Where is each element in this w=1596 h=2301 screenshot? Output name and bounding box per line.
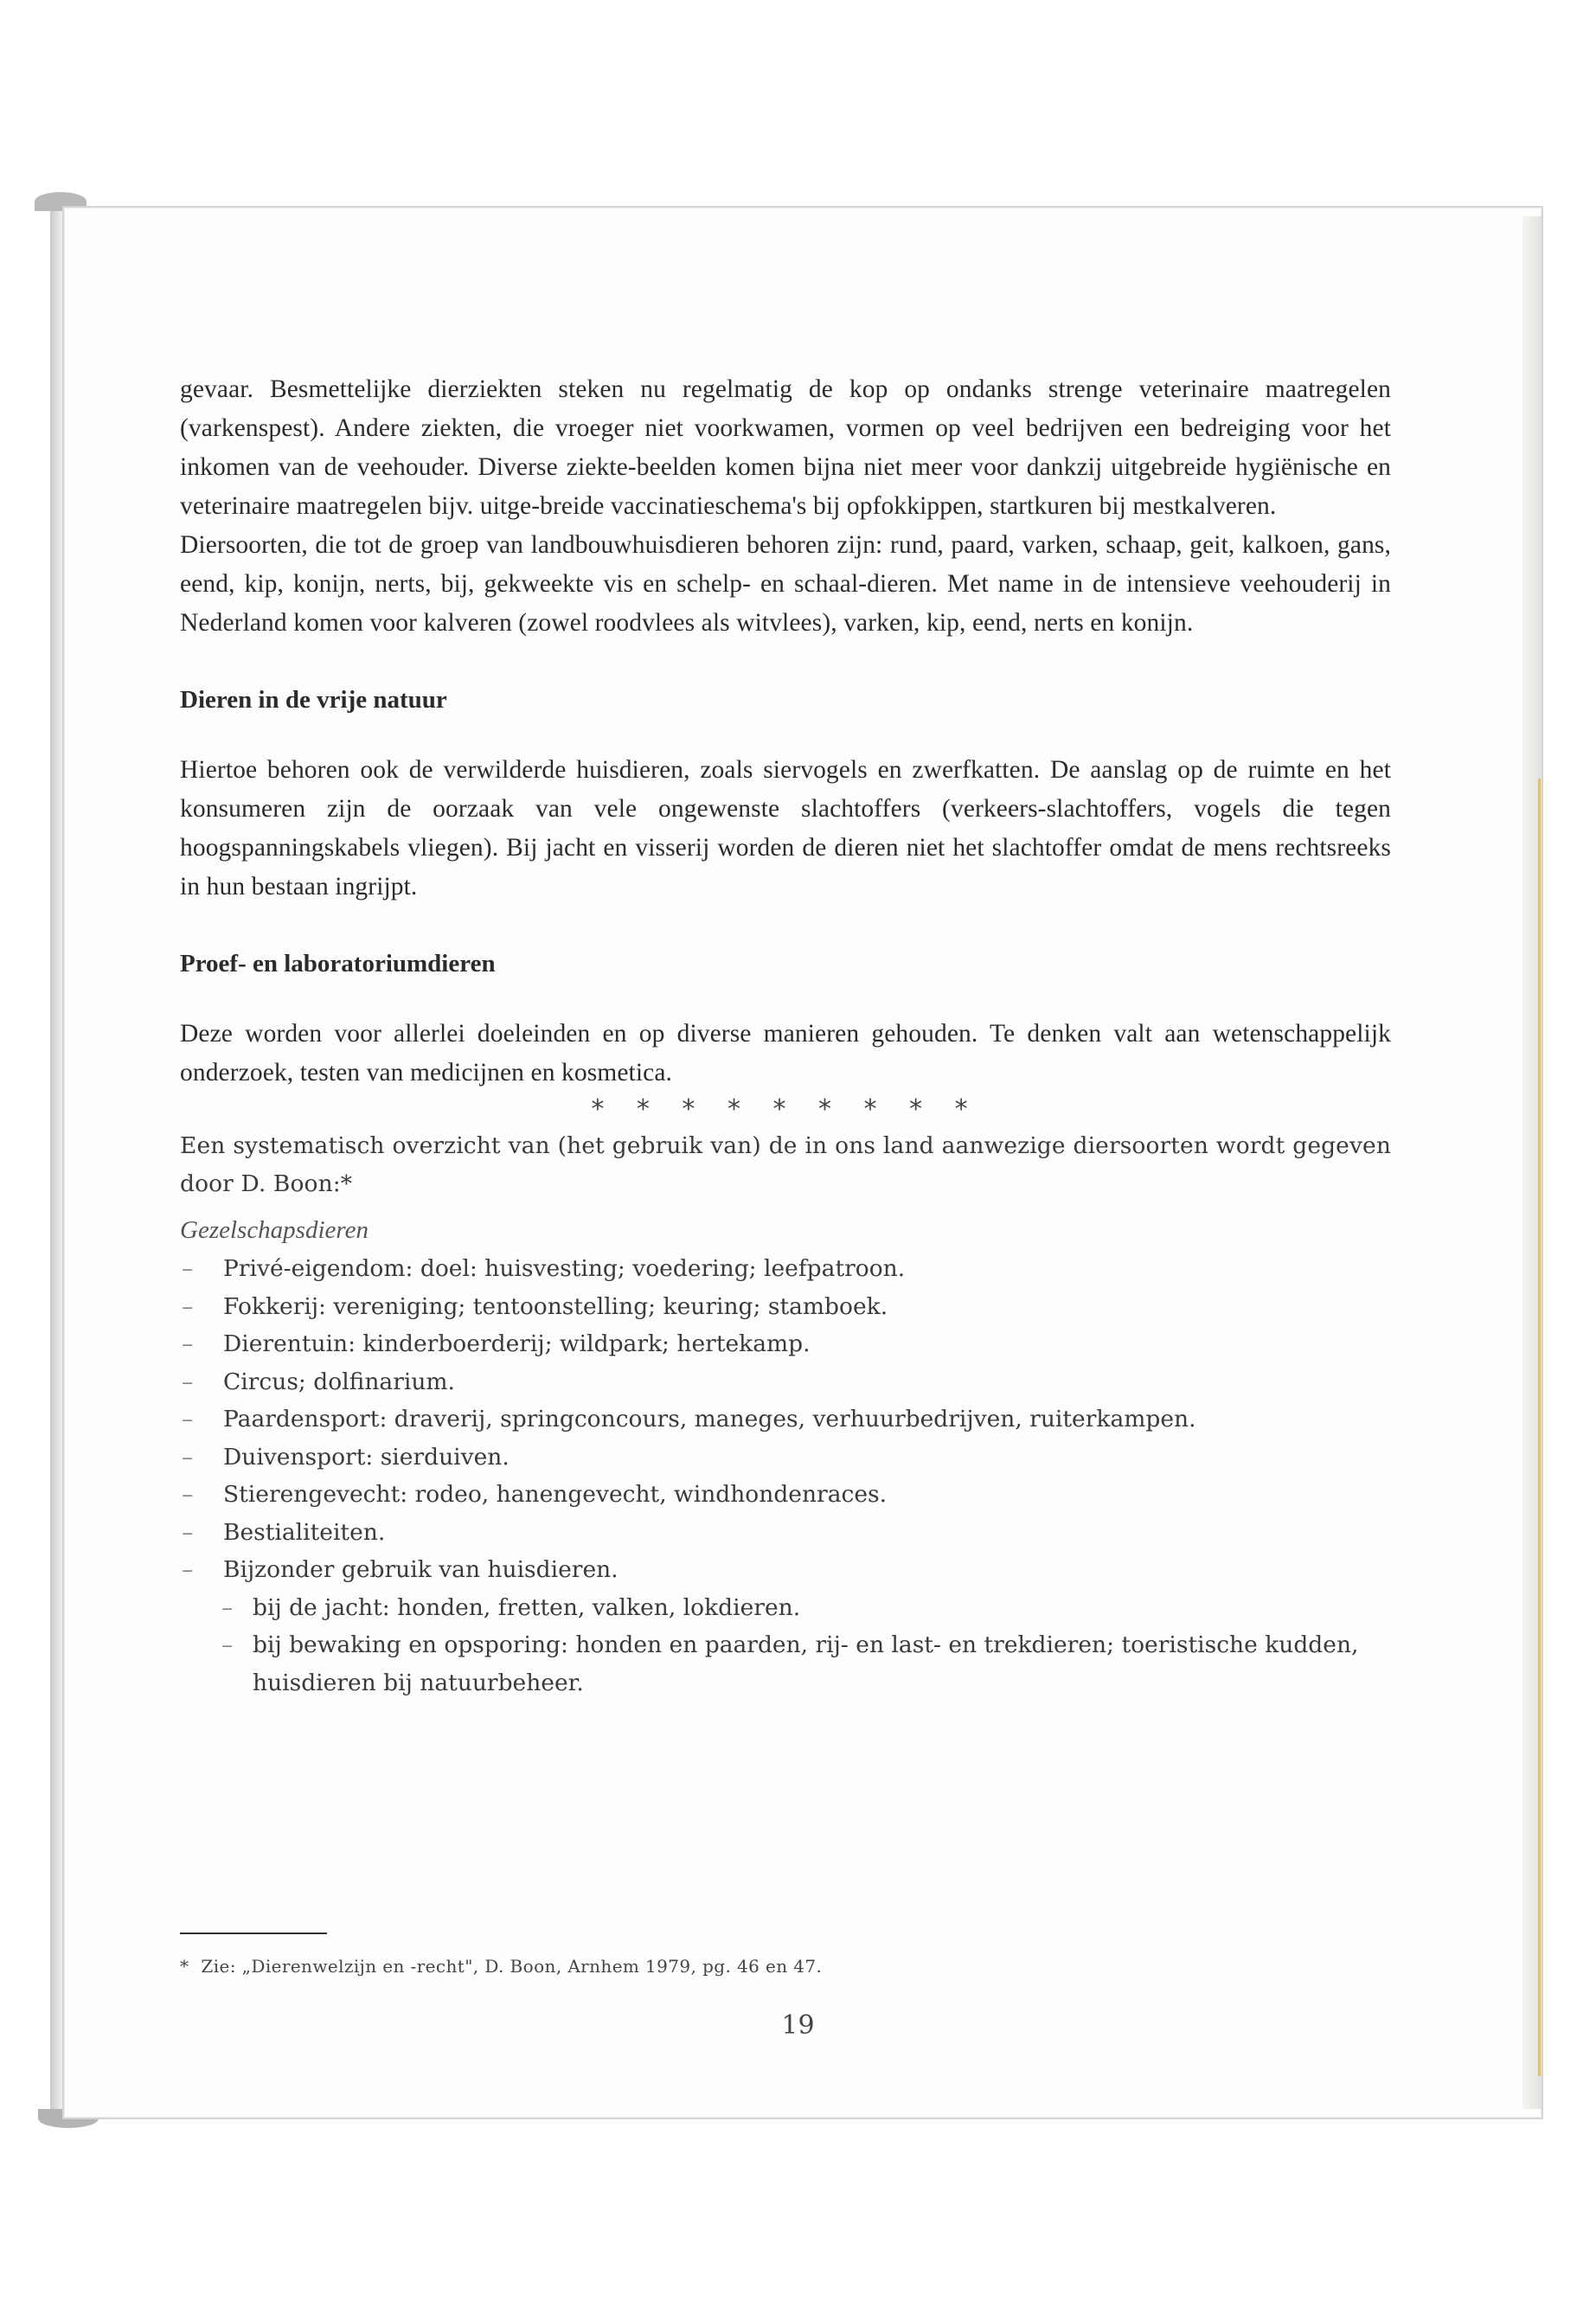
list-item: – Bestialiteiten.: [180, 1514, 1391, 1552]
footnote: [180, 1953, 1304, 1979]
paragraph-wild-animals: Hiertoe behoren ook de verwilderde huisdieren, zoals siervogels en zwerfkatten. De aanslag op de ruimte en het konsumeren zijn de oorzaak van vele ongewenste slachtoffers (verkeers-slachtoffers, vogels die tegen hoogspanningskabels vliegen). Bij jacht en visserij worden de dieren niet het slachtoffer omdat de mens rechtsreeks in hun bestaan ingrijpt.: [180, 756, 1391, 901]
special-use-sublist: [180, 1589, 1391, 1702]
footnote-rule: [180, 1932, 327, 1934]
list-item: – Stierengevecht: rodeo, hanengevecht, windhondenraces.: [180, 1476, 1391, 1514]
sublist-item: – bij de jacht: honden, fretten, valken, lokdieren.: [180, 1589, 1391, 1627]
subheading-companion-animals: Gezelschapsdieren: [180, 1216, 369, 1244]
footnote-mark: *: [180, 1956, 189, 1977]
asterisk-separator: * * * * * * * * *: [591, 1094, 980, 1125]
list-item: – Privé-eigendom: doel: huisvesting; voedering; leefpatroon.: [180, 1250, 1391, 1288]
page-number: 19: [781, 2010, 815, 2041]
page-content: [180, 370, 1391, 1702]
sublist-item: – bij bewaking en opsporing: honden en paarden, rij- en last- en trekdieren; toeristische kudden, huisdieren bij natuurbeheer.: [180, 1626, 1391, 1702]
paragraph-diseases: gevaar. Besmettelijke dierziekten steken nu regelmatig de kop op ondanks strenge veterinaire maatregelen (varkenspest). Andere ziekten, die vroeger niet voorkwamen, vormen op veel bedrijven een bedreiging voor het inkomen van de veehouder. Diverse ziekte-beelden komen bijna niet meer voor dankzij uitgebreide hygiënische en veterinaire maatregelen bijv. uitge-breide vaccinatieschema's bij opfokkippen, startkuren bij mestkalveren.: [180, 375, 1391, 520]
heading-lab-animals: Proef- en laboratoriumdieren: [180, 950, 496, 977]
overview-section: [180, 1127, 1391, 1702]
list-item: – Dierentuin: kinderboerderij; wildpark; hertekamp.: [180, 1325, 1391, 1363]
list-item: – Fokkerij: vereniging; tentoonstelling; keuring; stamboek.: [180, 1288, 1391, 1326]
companion-list: [180, 1250, 1391, 1589]
page-edge-gilding: [1538, 779, 1541, 2076]
list-item: – Circus; dolfinarium.: [180, 1363, 1391, 1401]
list-item: – Bijzonder gebruik van huisdieren.: [180, 1551, 1391, 1589]
list-item: – Paardensport: draverij, springconcours, maneges, verhuurbedrijven, ruiterkampen.: [180, 1400, 1391, 1439]
list-item: – Duivensport: sierduiven.: [180, 1439, 1391, 1477]
heading-wild-animals: Dieren in de vrije natuur: [180, 686, 447, 714]
footnote-text: Zie: „Dierenwelzijn en -recht", D. Boon, Arnhem 1979, pg. 46 en 47.: [201, 1956, 823, 1977]
paragraph-species: Diersoorten, die tot de groep van landbouwhuisdieren behoren zijn: rund, paard, varken, schaap, geit, kalkoen, gans, eend, kip, konijn, nerts, bij, gekweekte vis en schelp- en schaal-dieren. Met name in de intensieve veehouderij in Nederland komen voor kalveren (zowel roodvlees als witvlees), varken, kip, eend, nerts en konijn.: [180, 531, 1391, 637]
paragraph-lab-animals: Deze worden voor allerlei doeleinden en op diverse manieren gehouden. Te denken valt aan wetenschappelijk onderzoek, testen van medicijnen en kosmetica.: [180, 1020, 1391, 1086]
overview-intro: Een systematisch overzicht van (het gebruik van) de in ons land aanwezige diersoorten wordt gegeven door D. Boon:*: [180, 1132, 1391, 1197]
